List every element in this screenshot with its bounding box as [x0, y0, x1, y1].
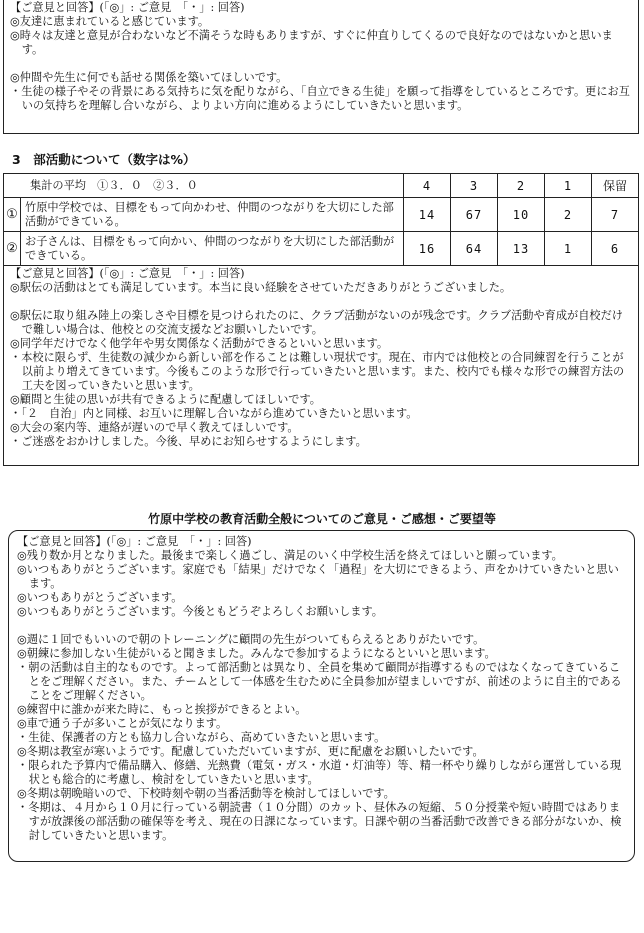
opinions-box-general: [8, 530, 635, 862]
col-header: 4: [404, 174, 451, 198]
comment-line: ◎時々は友達と意見が合わないなど不満そうな時もありますが、すぐに仲直りしてくるので良好なのではないかと思います。: [10, 29, 613, 56]
comment-line: ◎駅伝の活動はとても満足しています。本当に良い経験をさせていただきありがとうございました。: [10, 281, 512, 294]
row-value: 14: [404, 198, 451, 232]
comment-line: ◎大会の案内等、連絡が遅いので早く教えてほしいです。: [10, 421, 299, 434]
comment-line: [10, 57, 632, 71]
col-header: 1: [545, 174, 592, 198]
row-value: 64: [451, 232, 498, 266]
comment-line: ・朝の活動は自主的なものです。よって部活動とは異なり、全員を集めて顧問が指導するものではなくなってきていることをご理解ください。また、チームとして一体感を生むために全員参加が望ましいですが、前述のように自主的であることをご理解ください。: [17, 661, 622, 702]
row-value: 13: [498, 232, 545, 266]
table-header-row: [4, 174, 639, 198]
row-value: 1: [545, 232, 592, 266]
average-label: 集計の平均 ①３．０ ②３．０: [4, 174, 404, 198]
comment-line: ◎車で通う子が多いことが気になります。: [17, 717, 228, 730]
comment-line: ◎友達に恵まれていると感じています。: [10, 15, 210, 28]
comment-line: 【ご意見と回答】(「◎」: ご意見 「・」: 回答): [10, 267, 245, 280]
section-title-general: 竹原中学校の教育活動全般についてのご意見・ご感想・ご要望等: [148, 512, 496, 526]
comment-line: ・冬期は、４月から１０月に行っている朝読書（１０分間）のカット、昼休みの短縮、５０分授業や短い時間ではありますが放課後の部活動の確保等を考え、現在の日課になっています。日課や朝の当番活動で改善できる部分がないか、検討していきたいと思います。: [17, 801, 622, 842]
club-survey-table: [3, 173, 639, 266]
comment-line: ・本校に限らず、生徒数の減少から新しい部を作ることは難しい現状です。現在、市内では他校との合同練習を行うことが以前より増えてきています。今後もこのような形で行っていきたいと思います。また、校内でも様々な形での練習方法の工夫を図っていきたいと思います。: [10, 351, 625, 392]
comment-line: ◎週に１回でもいいので朝のトレーニングに顧問の先生がついてもらえるとありがたいです。: [17, 633, 485, 646]
comment-line: ◎朝練に参加しない生徒がいると聞きました。みんなで参加するようになるといいと思います。: [17, 647, 496, 660]
comment-line: 【ご意見と回答】(「◎」: ご意見 「・」: 回答): [10, 1, 245, 14]
row-question: 竹原中学校では、目標をもって向かわせ、仲間のつながりを大切にした部活動ができている。: [21, 198, 404, 232]
col-header: 2: [498, 174, 545, 198]
opinions-box-friends: [3, 0, 639, 134]
row-index: ②: [4, 232, 21, 266]
row-question: お子さんは、目標をもって向かい、仲間のつながりを大切にした部活動ができている。: [21, 232, 404, 266]
row-value: 6: [592, 232, 639, 266]
row-value: 67: [451, 198, 498, 232]
comment-line: ・生徒の様子やその背景にある気持ちに気を配りながら、「自立できる生徒」を願って指導をしているところです。更にお互いの気持ちを理解し合いながら、よりよい方向に進めるようにしていきたいと思います。: [10, 85, 630, 112]
col-header: 3: [451, 174, 498, 198]
comment-line: [17, 619, 626, 633]
opinion-list: [17, 535, 626, 843]
row-value: 2: [545, 198, 592, 232]
row-index: ①: [4, 198, 21, 232]
comment-line: ・生徒、保護者の方とも協力し合いながら、高めていきたいと思います。: [17, 731, 386, 744]
comment-line: ◎いつもありがとうございます。家庭でも「結果」だけでなく「過程」を大切にできるよう、声をかけていきたいと思います。: [17, 563, 619, 590]
comment-line: ◎冬期は朝晩暗いので、下校時刻や朝の当番活動等を検討してほしいです。: [17, 787, 395, 800]
comment-line: 【ご意見と回答】(「◎」: ご意見 「・」: 回答): [17, 535, 252, 548]
comment-line: ◎顧問と生徒の思いが共有できるように配慮してほしいです。: [10, 393, 321, 406]
comment-line: ◎駅伝に取り組み陸上の楽しさや目標を見つけられたのに、クラブ活動がないのが残念です。クラブ活動や育成が自校だけで難しい場合は、他校との交流支援などお願いしたいです。: [10, 309, 623, 336]
table-row: [4, 232, 639, 266]
comment-line: ◎冬期は教室が寒いようです。配慮していただいていますが、更に配慮をお願いしたいです。: [17, 745, 484, 758]
comment-line: ◎仲間や先生に何でも話せる関係を築いてほしいです。: [10, 71, 288, 84]
comment-line: ・限られた予算内で備品購入、修繕、光熱費（電気・ガス・水道・灯油等）等、精一杯やり繰りしながら運営している現状とも総合的に考慮し、検討をしていきたいと思います。: [17, 759, 622, 786]
comment-line: [10, 295, 632, 309]
comment-line: ◎いつもありがとうございます。: [17, 591, 183, 604]
comment-line: ◎同学年だけでなく他学年や男女関係なく活動ができるといいと思います。: [10, 337, 389, 350]
comment-line: ◎いつもありがとうございます。今後ともどうぞよろしくお願いします。: [17, 605, 383, 618]
row-value: 16: [404, 232, 451, 266]
comment-line: ・「２ 自治」内と同様、お互いに理解し合いながら進めていきたいと思います。: [10, 407, 418, 420]
opinions-box-club: [3, 266, 639, 466]
opinion-list: [10, 1, 632, 113]
comment-line: ◎残り数か月となりました。最後まで楽しく過ごし、満足のいく中学校生活を終えてほしいと願っています。: [17, 549, 563, 562]
table-row: [4, 198, 639, 232]
comment-line: ◎練習中に誰かが来た時に、もっと挨拶ができるとよい。: [17, 703, 307, 716]
opinion-list: [10, 267, 632, 449]
comment-line: ・ご迷惑をおかけしました。今後、早めにお知らせするようにします。: [10, 435, 367, 448]
col-header: 保留: [592, 174, 639, 198]
row-value: 10: [498, 198, 545, 232]
row-value: 7: [592, 198, 639, 232]
section-title-club: 3 部活動について（数字は%）: [12, 152, 196, 167]
